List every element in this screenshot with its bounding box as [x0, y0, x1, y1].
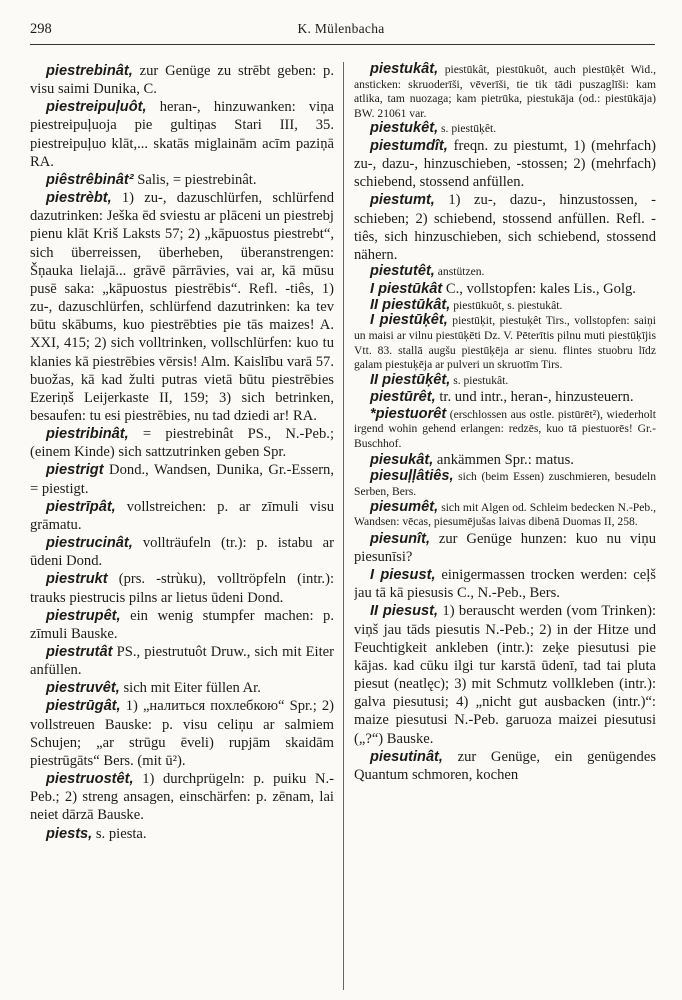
dictionary-entry — [30, 570, 334, 606]
entry-definition: ein wenig stumpfer machen: p. zīmuli Bauske. — [30, 607, 334, 642]
entry-headword: piestumt, — [370, 192, 435, 209]
dictionary-entry — [30, 607, 334, 643]
dictionary-entry — [354, 530, 656, 566]
entry-headword: piesutinât, — [370, 748, 443, 765]
entry-headword: I piestūķêt, — [370, 312, 448, 329]
entry-headword: piesumêt, — [370, 498, 439, 515]
entry-definition: (erschlossen aus ostle. pistūrēt²), wiederholt irgend wohin gehend erlangen: redzēs, kuo tā piestuorēs! Gr.-Buschhof. — [354, 407, 656, 450]
entry-headword: II piestūķêt, — [370, 371, 451, 388]
entry-headword: piestruostêt, — [46, 771, 134, 788]
entry-definition: piestūkât, piestūkuôt, auch piestūķêt Wid., ansticken: skruoderīši, vēverīši, tie tik tādi puszaglīši: kam atlika, tam nuozaga; kam pietrūka, piestukāja (od.: piestūkāja) BW. 21061 var. — [354, 63, 656, 120]
dictionary-entry — [30, 534, 334, 570]
dictionary-entry — [354, 313, 656, 372]
entry-headword: piestrigt — [46, 462, 104, 479]
entry-definition: heran-, hinzuwanken: viņa piestreipuļuoja pie gultiņas Stari III, 35. piestreipuļuo klāt,... skatās miglainām acīm paziņā RA. — [30, 99, 334, 170]
column-divider — [343, 62, 344, 990]
dictionary-entry — [30, 679, 334, 697]
entry-definition: s. piesta. — [92, 825, 147, 842]
entry-definition: s. piestūķêt. — [438, 122, 497, 136]
entry-headword: piêstrêbinât² — [46, 171, 134, 188]
entry-headword: II piesust, — [370, 603, 439, 620]
entry-definition: 1) durchprügeln: p. puiku N.-Peb.; 2) streng ansagen, einschärfen: p. zēnam, lai neiet dārzā Bauske. — [30, 771, 334, 824]
dictionary-entry — [30, 697, 334, 770]
dictionary-entry — [354, 469, 656, 499]
entry-headword: piestūrêt, — [370, 389, 436, 406]
dictionary-entry — [354, 500, 656, 530]
entry-headword: piestrebinât, — [46, 63, 133, 79]
dictionary-entry — [354, 373, 656, 389]
dictionary-entry — [354, 62, 656, 121]
entry-definition: tr. und intr., heran-, hinzusteuern. — [435, 389, 634, 406]
entry-definition: einigermassen trocken werden: ceļš jau tā kā piesusis C., N.-Peb., Bers. — [354, 567, 656, 602]
left-column — [30, 62, 334, 992]
entry-definition: PS., piestrutuôt Druw., sich mit Eiter anfüllen. — [30, 644, 334, 679]
dictionary-entry — [30, 425, 334, 461]
entry-definition: anstützen. — [434, 265, 485, 279]
dictionary-entry — [354, 566, 656, 602]
entry-headword: piestrèbt, — [46, 190, 112, 207]
dictionary-entry — [354, 748, 656, 784]
dictionary-entry — [30, 770, 334, 824]
dictionary-entry — [30, 461, 334, 497]
entry-definition: sich mit Algen od. Schleim bedecken N.-Peb., Wandsen: vēcas, piesumējušas laivas dibenā Duomas II, 258. — [354, 500, 656, 529]
dictionary-entry — [30, 498, 334, 534]
entry-headword: II piestūkât, — [370, 296, 451, 313]
entry-definition: Dond., Wandsen, Dunika, Gr.-Essern, = piestigt. — [30, 462, 334, 497]
entry-definition: s. piestukât. — [450, 373, 509, 387]
entry-headword: piestrutât — [46, 644, 113, 660]
entry-headword: piestrūgât, — [46, 698, 121, 715]
entry-headword: piestrupêt, — [46, 607, 121, 624]
entry-definition: sich (beim Essen) zuschmieren, besudeln Serben, Bers. — [354, 470, 656, 499]
dictionary-entry — [354, 602, 656, 747]
dictionary-entry — [30, 98, 334, 171]
entry-headword: piests, — [46, 825, 93, 842]
dictionary-entry — [30, 825, 334, 843]
dictionary-entry — [354, 298, 656, 314]
entry-definition: vollträufeln (tr.): p. istabu ar ūdeni Dond. — [30, 535, 334, 570]
entry-definition: (prs. -strùku), volltröpfeln (intr.): trauks piestrucis pilns ar lietus ūdeni Dond. — [30, 571, 334, 606]
entry-definition: Salis, = piestrebinât. — [133, 171, 257, 188]
entry-headword: I piestūkât — [370, 280, 443, 297]
page-number: 298 — [30, 21, 52, 37]
entry-headword: piestrukt — [46, 571, 108, 588]
dictionary-entry — [354, 191, 656, 264]
dictionary-entry — [354, 451, 656, 469]
entry-headword: I piesust, — [370, 567, 436, 584]
right-column — [354, 62, 656, 992]
entry-definition: C., vollstopfen: kales Lis., Golg. — [442, 280, 636, 297]
entry-headword: piesukât, — [370, 452, 434, 469]
entry-definition: 1) berauscht werden (vom Trinken): viņš jau tāds piesutis N.-Peb.; 2) in der Hitze und Feuchtigkeit ankleben (intr.): zeķe piesutusi pie kājas. kad cūku ilgi tur karstā ūdenī, tad tai pluta piesut (neatlęc); 3) mit Schmutz vollkleben (intr.): galva piesutusi; 4) „nicht gut ausbacken (intr.)“: maize piesutusi N.-Peb. garuoza maizei piesutusi („?“) Bauske. — [354, 603, 656, 747]
dictionary-entry — [354, 388, 656, 406]
entry-headword: *piestuorêt — [370, 405, 447, 422]
entry-headword: piestruvêt, — [46, 680, 120, 697]
entry-headword: piesuļļâtiês, — [370, 468, 454, 485]
entry-headword: piestutêt, — [370, 263, 435, 280]
dictionary-entry — [30, 62, 334, 98]
entry-headword: piestukât, — [370, 62, 439, 77]
entry-headword: piesunît, — [370, 530, 430, 547]
entry-headword: piestribinât, — [46, 426, 129, 443]
entry-headword: piestreipuļuôt, — [46, 99, 147, 116]
entry-definition: freqn. zu piestumt, 1) (mehrfach) zu-, dazu-, hinzuschieben, -stossen; 2) (mehrfach) schiebend, stossend anfüllen. — [354, 137, 656, 191]
dictionary-entry — [30, 643, 334, 679]
dictionary-entry — [354, 280, 656, 298]
entry-headword: piestumdît, — [370, 137, 448, 154]
dictionary-entry — [354, 121, 656, 137]
entry-headword: piestrucinât, — [46, 535, 133, 552]
dictionary-entry — [30, 171, 334, 189]
entry-definition: zur Genüge hunzen: kuo nu viņu piesunīsi? — [354, 530, 656, 565]
running-title: K. Mülenbacha — [297, 21, 385, 36]
entry-definition: ankämmen Spr.: matus. — [433, 452, 574, 469]
entry-headword: piestukêt, — [370, 120, 439, 137]
dictionary-entry — [30, 189, 334, 425]
entry-definition: zur Genüge, ein genügendes Quantum schmoren, kochen — [354, 748, 656, 783]
entry-definition: 1) „налиться похлебкою“ Spr.; 2) vollstreuen Bauske: p. visu celiņu ar salmiem Schujen; „ar strūgu ēveli) rupjām skaidām piestrūgāts“ Bers. (mit ū²). — [30, 698, 334, 769]
entry-definition: vollstreichen: p. ar zīmuli visu grāmatu. — [30, 498, 334, 533]
entry-definition: zur Genüge zu strēbt geben: p. visu saimi Dunika, C. — [30, 63, 334, 98]
entry-definition: piestūkuôt, s. piestukât. — [450, 298, 563, 312]
dictionary-entry — [354, 137, 656, 191]
entry-definition: 1) zu-, dazu-, hinzustossen, -schieben; 2) schiebend, stossend anfüllen. Refl. -tiês, sich hinzuschieben, sich schiebend, stossend nähern. — [354, 192, 656, 263]
entry-definition: = piestrebinât PS., N.-Peb.; (einem Kinde) sich sattzutrinken geben Spr. — [30, 426, 334, 461]
dictionary-entry — [354, 407, 656, 452]
dictionary-entry — [354, 264, 656, 280]
header-rule — [30, 44, 655, 45]
entry-definition: sich mit Eiter füllen Ar. — [119, 680, 261, 697]
entry-definition: piestūķit, piestuķêt Tirs., vollstopfen: saiņi un maisi ar vilnu piestūķēti Dz. V. Pēterītis pilnu muti piestūķījis Vtt. 83. stallā augšu piestūķēja ar sienu. flintes stuobru līdz galam piestuķēja ar pulveri un skruotīm Tirs. — [354, 314, 656, 372]
entry-definition: 1) zu-, dazuschlürfen, schlürfend dazutrinken: Ješka ēd sviestu ar plāceni un piestrebj pienu klāt Kriš Laksts 57; 2) „kāpuostus piestrebt“, sich überreissen, überheben, überanstrengen: Šņauka lielajā... grāvē pārrāvies, vai ar, kā mūsu pusē saka: „kāpuostus piestrēbis“. Refl. -tiês, 1) zu-, dazuschlürfen, schlürfend dazutrinken: ka tev būtu skābums, kuo piestrēbties pie tās maizes! A. XXI, 415; 2) sich volltrinken, vollschlürfen: kuo tu klanies kā piestrēbies vērsis! Alm. Kaislību varā 57. buožas, kā kad žulti putras vietā būtu piestrēbies Ezeriņš Leijerkaste II, 159; 3) sich betrinken, besaufen: tu esi piestrēbies, nu tad dziedi ar! RA. — [30, 190, 334, 424]
page-header — [0, 0, 682, 46]
entry-headword: piestrīpât, — [46, 498, 116, 515]
